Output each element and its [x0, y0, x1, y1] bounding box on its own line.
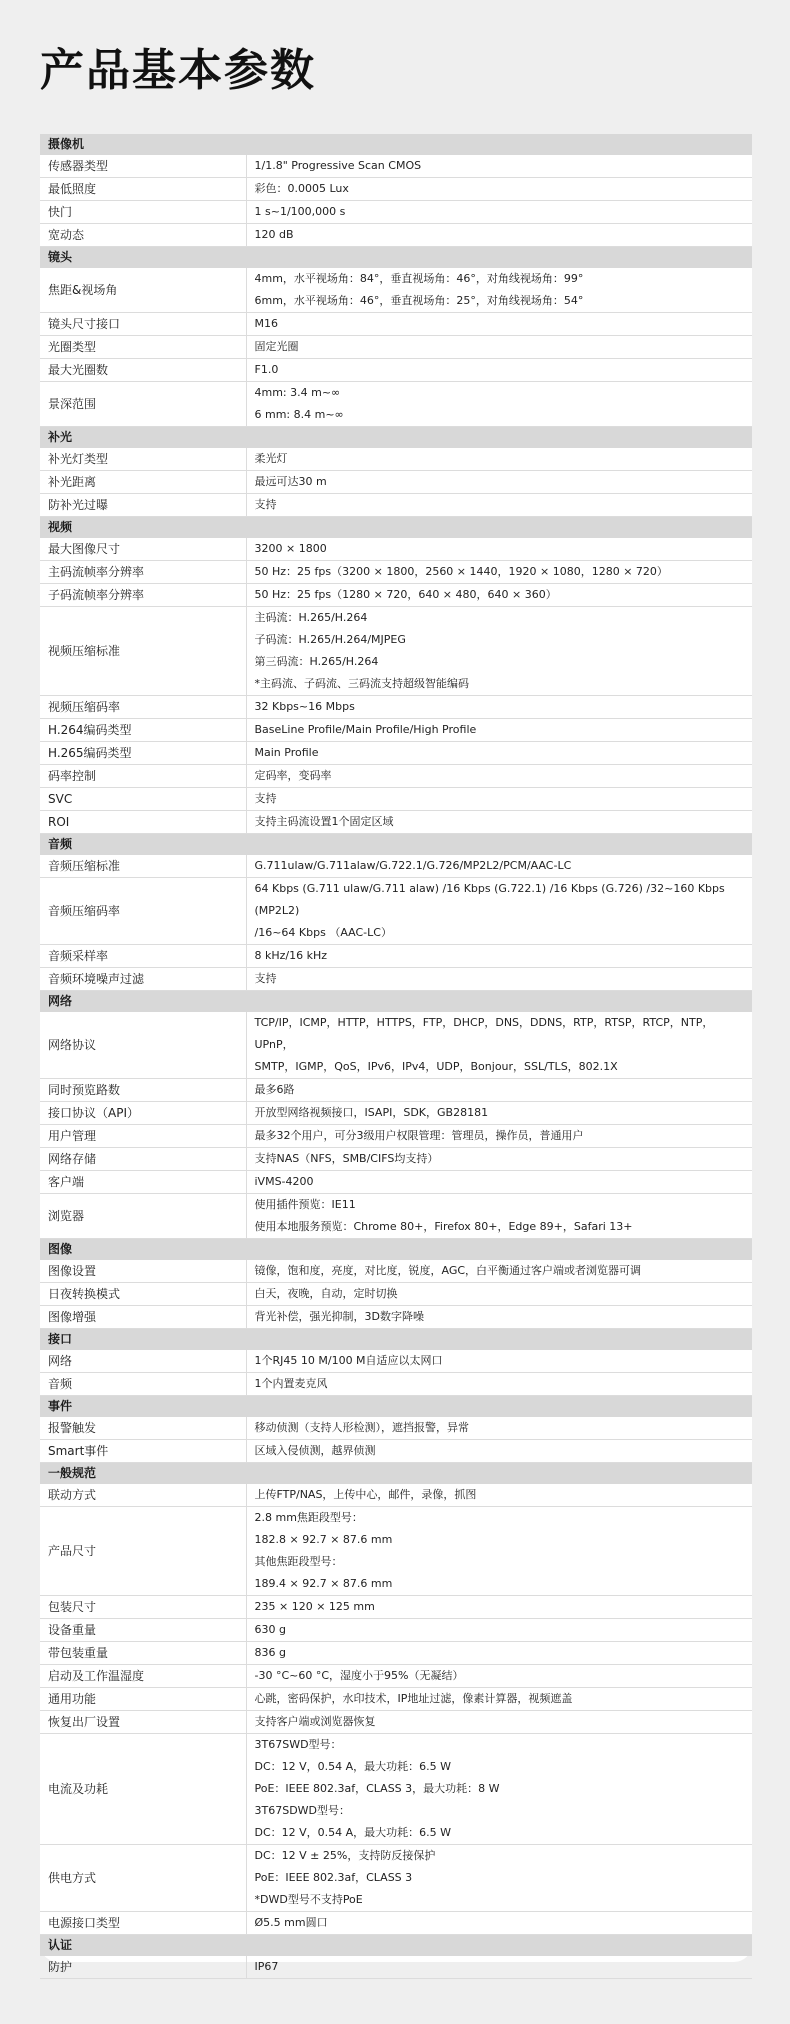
spec-label: 通用功能	[40, 1688, 246, 1711]
spec-value-line: IP67	[254, 1960, 279, 1973]
spec-row	[40, 1642, 752, 1665]
spec-row	[40, 742, 752, 765]
spec-value	[246, 1012, 752, 1079]
spec-value	[246, 719, 752, 742]
spec-label: 电源接口类型	[40, 1912, 246, 1935]
spec-label: 产品尺寸	[40, 1507, 246, 1596]
spec-value-line: *DWD型号不支持PoE	[254, 1893, 363, 1906]
page-title: 产品基本参数	[40, 45, 316, 96]
spec-row	[40, 1194, 752, 1239]
spec-value	[246, 1440, 752, 1463]
spec-label: SVC	[40, 788, 246, 811]
spec-label: 子码流帧率分辨率	[40, 584, 246, 607]
spec-value	[246, 382, 752, 427]
spec-label: 最大图像尺寸	[40, 538, 246, 561]
spec-label: 网络存储	[40, 1148, 246, 1171]
spec-value	[246, 1665, 752, 1688]
spec-value	[246, 178, 752, 201]
spec-row	[40, 855, 752, 878]
spec-row	[40, 1102, 752, 1125]
spec-value-line: 4mm: 3.4 m~∞	[254, 386, 341, 399]
spec-row	[40, 788, 752, 811]
spec-value	[246, 1079, 752, 1102]
spec-value-line: 2.8 mm焦距段型号：	[254, 1511, 363, 1524]
spec-value	[246, 1283, 752, 1306]
spec-value	[246, 1507, 752, 1596]
spec-row	[40, 1688, 752, 1711]
section-title: 视频	[40, 517, 752, 539]
spec-label: 防护	[40, 1956, 246, 1979]
spec-value	[246, 201, 752, 224]
spec-value-line: 630 g	[254, 1623, 286, 1636]
spec-value-line: Ø5.5 mm圆口	[254, 1916, 328, 1929]
spec-label: 包装尺寸	[40, 1596, 246, 1619]
spec-row	[40, 765, 752, 788]
spec-row	[40, 382, 752, 427]
spec-value	[246, 155, 752, 178]
spec-label: 图像增强	[40, 1306, 246, 1329]
spec-value-line: 支持客户端或浏览器恢复	[254, 1715, 376, 1728]
spec-row	[40, 1912, 752, 1935]
spec-value-line: 189.4 × 92.7 × 87.6 mm	[254, 1577, 393, 1590]
spec-value-line: 3T67SWD型号：	[254, 1738, 342, 1751]
spec-value	[246, 1484, 752, 1507]
spec-row	[40, 1373, 752, 1396]
section-header	[40, 1239, 752, 1261]
section-header	[40, 1935, 752, 1957]
spec-row	[40, 1148, 752, 1171]
spec-label: H.265编码类型	[40, 742, 246, 765]
spec-value-line: 背光补偿，强光抑制，3D数字降噪	[254, 1310, 424, 1323]
spec-value	[246, 811, 752, 834]
section-title: 一般规范	[40, 1463, 752, 1485]
spec-value	[246, 742, 752, 765]
spec-value-line: F1.0	[254, 363, 279, 376]
spec-value-line: PoE：IEEE 802.3af，CLASS 3，最大功耗：8 W	[254, 1782, 500, 1795]
spec-value-line: 3200 × 1800	[254, 542, 327, 555]
spec-value	[246, 765, 752, 788]
spec-row	[40, 538, 752, 561]
spec-value	[246, 336, 752, 359]
spec-row	[40, 336, 752, 359]
spec-label: 客户端	[40, 1171, 246, 1194]
spec-label: 音频压缩码率	[40, 878, 246, 945]
spec-label: 视频压缩码率	[40, 696, 246, 719]
spec-row	[40, 155, 752, 178]
spec-value	[246, 561, 752, 584]
spec-value-line: DC：12 V，0.54 A，最大功耗：6.5 W	[254, 1826, 452, 1839]
spec-value-line: DC：12 V，0.54 A，最大功耗：6.5 W	[254, 1760, 452, 1773]
spec-label: 日夜转换模式	[40, 1283, 246, 1306]
spec-label: 焦距&视场角	[40, 268, 246, 313]
spec-row	[40, 1619, 752, 1642]
spec-row	[40, 1350, 752, 1373]
spec-row	[40, 1845, 752, 1912]
spec-row	[40, 584, 752, 607]
section-title: 认证	[40, 1935, 752, 1957]
spec-label: 报警触发	[40, 1417, 246, 1440]
spec-value-line: 柔光灯	[254, 452, 288, 465]
spec-value	[246, 471, 752, 494]
spec-value-line: iVMS-4200	[254, 1175, 314, 1188]
spec-value	[246, 1734, 752, 1845]
spec-value	[246, 1373, 752, 1396]
spec-value	[246, 1102, 752, 1125]
spec-value	[246, 268, 752, 313]
spec-label: 传感器类型	[40, 155, 246, 178]
spec-row	[40, 945, 752, 968]
spec-row	[40, 1171, 752, 1194]
spec-value	[246, 1688, 752, 1711]
spec-row	[40, 1306, 752, 1329]
spec-value	[246, 1845, 752, 1912]
section-title: 补光	[40, 427, 752, 449]
spec-value-line: 固定光圈	[254, 340, 299, 353]
spec-value	[246, 1350, 752, 1373]
section-header	[40, 427, 752, 449]
spec-label: 最大光圈数	[40, 359, 246, 382]
spec-value	[246, 359, 752, 382]
spec-label: H.264编码类型	[40, 719, 246, 742]
section-title: 镜头	[40, 247, 752, 269]
spec-row	[40, 1665, 752, 1688]
spec-value-line: 4mm，水平视场角：84°，垂直视场角：46°，对角线视场角：99°	[254, 272, 584, 285]
spec-value-line: SMTP，IGMP，QoS，IPv6，IPv4，UDP，Bonjour，SSL/TLS，802.1X	[254, 1060, 618, 1073]
section-title: 音频	[40, 834, 752, 856]
spec-value-line: 64 Kbps (G.711 ulaw/G.711 alaw) /16 Kbps (G.722.1) /16 Kbps (G.726) /32~160 Kbps (MP2L2)	[254, 882, 725, 917]
section-header	[40, 134, 752, 155]
spec-value-line: 1个内置麦克风	[254, 1377, 328, 1390]
spec-label: 最低照度	[40, 178, 246, 201]
spec-value	[246, 788, 752, 811]
spec-label: 供电方式	[40, 1845, 246, 1912]
spec-value	[246, 1417, 752, 1440]
section-header	[40, 1396, 752, 1418]
spec-row	[40, 1125, 752, 1148]
spec-value-line: /16~64 Kbps （AAC-LC）	[254, 926, 392, 939]
spec-value-line: M16	[254, 317, 278, 330]
spec-label: 音频压缩标准	[40, 855, 246, 878]
section-header	[40, 991, 752, 1013]
spec-value-line: 1 s~1/100,000 s	[254, 205, 346, 218]
spec-label: Smart事件	[40, 1440, 246, 1463]
spec-value-line: 50 Hz：25 fps（1280 × 720，640 × 480，640 × 360）	[254, 588, 557, 601]
spec-value-line: 彩色：0.0005 Lux	[254, 182, 349, 195]
spec-row	[40, 1734, 752, 1845]
spec-label: 宽动态	[40, 224, 246, 247]
spec-label: 图像设置	[40, 1260, 246, 1283]
spec-value	[246, 584, 752, 607]
spec-value	[246, 855, 752, 878]
spec-value-line: 836 g	[254, 1646, 286, 1659]
spec-value-line: 区域入侵侦测，越界侦测	[254, 1444, 376, 1457]
spec-row	[40, 1440, 752, 1463]
spec-value	[246, 313, 752, 336]
spec-value-line: 主码流：H.265/H.264	[254, 611, 368, 624]
section-header	[40, 517, 752, 539]
spec-value-line: G.711ulaw/G.711alaw/G.722.1/G.726/MP2L2/PCM/AAC-LC	[254, 859, 572, 872]
spec-row	[40, 719, 752, 742]
spec-row	[40, 1260, 752, 1283]
spec-row	[40, 1079, 752, 1102]
spec-label: ROI	[40, 811, 246, 834]
spec-value-line: 子码流：H.265/H.264/MJPEG	[254, 633, 406, 646]
spec-row	[40, 1507, 752, 1596]
spec-row	[40, 313, 752, 336]
spec-label: 同时预览路数	[40, 1079, 246, 1102]
section-header	[40, 1329, 752, 1351]
spec-value-line: TCP/IP，ICMP，HTTP，HTTPS，FTP，DHCP，DNS，DDNS，RTP，RTSP，RTCP，NTP，UPnP，	[254, 1016, 714, 1051]
spec-row	[40, 968, 752, 991]
spec-label: 主码流帧率分辨率	[40, 561, 246, 584]
spec-row	[40, 1596, 752, 1619]
spec-value-line: 支持	[254, 972, 277, 985]
spec-row	[40, 696, 752, 719]
spec-label: 设备重量	[40, 1619, 246, 1642]
spec-row	[40, 268, 752, 313]
spec-label: 镜头尺寸接口	[40, 313, 246, 336]
spec-row	[40, 1484, 752, 1507]
spec-value-line: 最多32个用户，可分3级用户权限管理：管理员，操作员，普通用户	[254, 1129, 584, 1142]
spec-value-line: 上传FTP/NAS，上传中心，邮件，录像，抓图	[254, 1488, 477, 1501]
spec-value	[246, 1642, 752, 1665]
spec-row	[40, 1417, 752, 1440]
spec-value-line: 使用本地服务预览：Chrome 80+，Firefox 80+，Edge 89+，Safari 13+	[254, 1220, 633, 1233]
spec-value-line: 120 dB	[254, 228, 294, 241]
spec-value	[246, 878, 752, 945]
spec-value-line: 支持	[254, 498, 277, 511]
spec-value	[246, 1912, 752, 1935]
spec-value-line: 定码率，变码率	[254, 769, 332, 782]
spec-value	[246, 1306, 752, 1329]
spec-value-line: 50 Hz：25 fps（3200 × 1800，2560 × 1440，1920 × 1080，1280 × 720）	[254, 565, 668, 578]
spec-row	[40, 811, 752, 834]
section-title: 事件	[40, 1396, 752, 1418]
spec-value-line: 第三码流：H.265/H.264	[254, 655, 379, 668]
spec-value	[246, 1125, 752, 1148]
spec-label: 带包装重量	[40, 1642, 246, 1665]
spec-row	[40, 494, 752, 517]
spec-value-line: 1/1.8" Progressive Scan CMOS	[254, 159, 422, 172]
spec-value-line: 235 × 120 × 125 mm	[254, 1600, 375, 1613]
spec-label: 补光灯类型	[40, 448, 246, 471]
spec-row	[40, 178, 752, 201]
section-header	[40, 247, 752, 269]
spec-row	[40, 607, 752, 696]
spec-label: 网络协议	[40, 1012, 246, 1079]
spec-value-line: *主码流、子码流、三码流支持超级智能编码	[254, 677, 469, 690]
spec-label: 音频环境噪声过滤	[40, 968, 246, 991]
spec-value-line: 支持	[254, 792, 277, 805]
spec-value	[246, 968, 752, 991]
spec-value-line: 支持主码流设置1个固定区域	[254, 815, 394, 828]
spec-value	[246, 1194, 752, 1239]
spec-label: 浏览器	[40, 1194, 246, 1239]
section-title: 接口	[40, 1329, 752, 1351]
spec-value	[246, 1711, 752, 1734]
spec-label: 防补光过曝	[40, 494, 246, 517]
spec-value	[246, 1596, 752, 1619]
section-header	[40, 834, 752, 856]
spec-value	[246, 1148, 752, 1171]
spec-value-line: 6 mm: 8.4 m~∞	[254, 408, 344, 421]
spec-value	[246, 607, 752, 696]
spec-value-line: 心跳，密码保护，水印技术，IP地址过滤，像素计算器，视频遮盖	[254, 1692, 573, 1705]
spec-value-line: 使用插件预览：IE11	[254, 1198, 356, 1211]
spec-value	[246, 1260, 752, 1283]
spec-value-line: 支持NAS（NFS，SMB/CIFS均支持）	[254, 1152, 439, 1165]
spec-label: 音频采样率	[40, 945, 246, 968]
spec-label: 用户管理	[40, 1125, 246, 1148]
section-header	[40, 1463, 752, 1485]
spec-value	[246, 696, 752, 719]
spec-value-line: 182.8 × 92.7 × 87.6 mm	[254, 1533, 393, 1546]
spec-value	[246, 1171, 752, 1194]
spec-label: 快门	[40, 201, 246, 224]
spec-row	[40, 224, 752, 247]
spec-value	[246, 494, 752, 517]
section-title: 摄像机	[40, 134, 752, 155]
spec-value-line: 8 kHz/16 kHz	[254, 949, 328, 962]
spec-row	[40, 448, 752, 471]
spec-value-line: 镜像，饱和度，亮度，对比度，锐度，AGC，白平衡通过客户端或者浏览器可调	[254, 1264, 642, 1277]
spec-value	[246, 448, 752, 471]
spec-value-line: 3T67SDWD型号：	[254, 1804, 351, 1817]
spec-row	[40, 1711, 752, 1734]
spec-value-line: DC：12 V ± 25%，支持防反接保护	[254, 1849, 436, 1862]
spec-value	[246, 945, 752, 968]
spec-row	[40, 1956, 752, 1979]
spec-value-line: 白天，夜晚，自动，定时切换	[254, 1287, 398, 1300]
spec-label: 启动及工作温湿度	[40, 1665, 246, 1688]
spec-value-line: PoE：IEEE 802.3af，CLASS 3	[254, 1871, 413, 1884]
spec-row	[40, 359, 752, 382]
spec-label: 恢复出厂设置	[40, 1711, 246, 1734]
spec-value-line: 最多6路	[254, 1083, 295, 1096]
spec-value-line: Main Profile	[254, 746, 319, 759]
spec-value-line: 6mm，水平视场角：46°，垂直视场角：25°，对角线视场角：54°	[254, 294, 584, 307]
spec-label: 网络	[40, 1350, 246, 1373]
spec-value	[246, 538, 752, 561]
spec-label: 音频	[40, 1373, 246, 1396]
section-title: 图像	[40, 1239, 752, 1261]
spec-value-line: 移动侦测（支持人形检测），遮挡报警，异常	[254, 1421, 469, 1434]
spec-row	[40, 201, 752, 224]
spec-value-line: 32 Kbps~16 Mbps	[254, 700, 355, 713]
spec-label: 光圈类型	[40, 336, 246, 359]
spec-value-line: 其他焦距段型号：	[254, 1555, 343, 1568]
spec-value-line: 1个RJ45 10 M/100 M自适应以太网口	[254, 1354, 443, 1367]
spec-label: 景深范围	[40, 382, 246, 427]
spec-value	[246, 224, 752, 247]
spec-row	[40, 878, 752, 945]
spec-value-line: BaseLine Profile/Main Profile/High Profile	[254, 723, 477, 736]
section-title: 网络	[40, 991, 752, 1013]
spec-table	[40, 134, 752, 1979]
spec-label: 码率控制	[40, 765, 246, 788]
spec-value-line: 开放型网络视频接口，ISAPI，SDK，GB28181	[254, 1106, 489, 1119]
spec-label: 补光距离	[40, 471, 246, 494]
spec-row	[40, 471, 752, 494]
spec-value	[246, 1619, 752, 1642]
spec-value-line: 最远可达30 m	[254, 475, 327, 488]
spec-table-card	[40, 134, 752, 1974]
spec-label: 接口协议（API）	[40, 1102, 246, 1125]
spec-label: 联动方式	[40, 1484, 246, 1507]
spec-row	[40, 1012, 752, 1079]
spec-value-line: -30 °C~60 °C，湿度小于95%（无凝结）	[254, 1669, 464, 1682]
spec-value	[246, 1956, 752, 1979]
spec-label: 视频压缩标准	[40, 607, 246, 696]
spec-row	[40, 561, 752, 584]
spec-row	[40, 1283, 752, 1306]
spec-label: 电流及功耗	[40, 1734, 246, 1845]
